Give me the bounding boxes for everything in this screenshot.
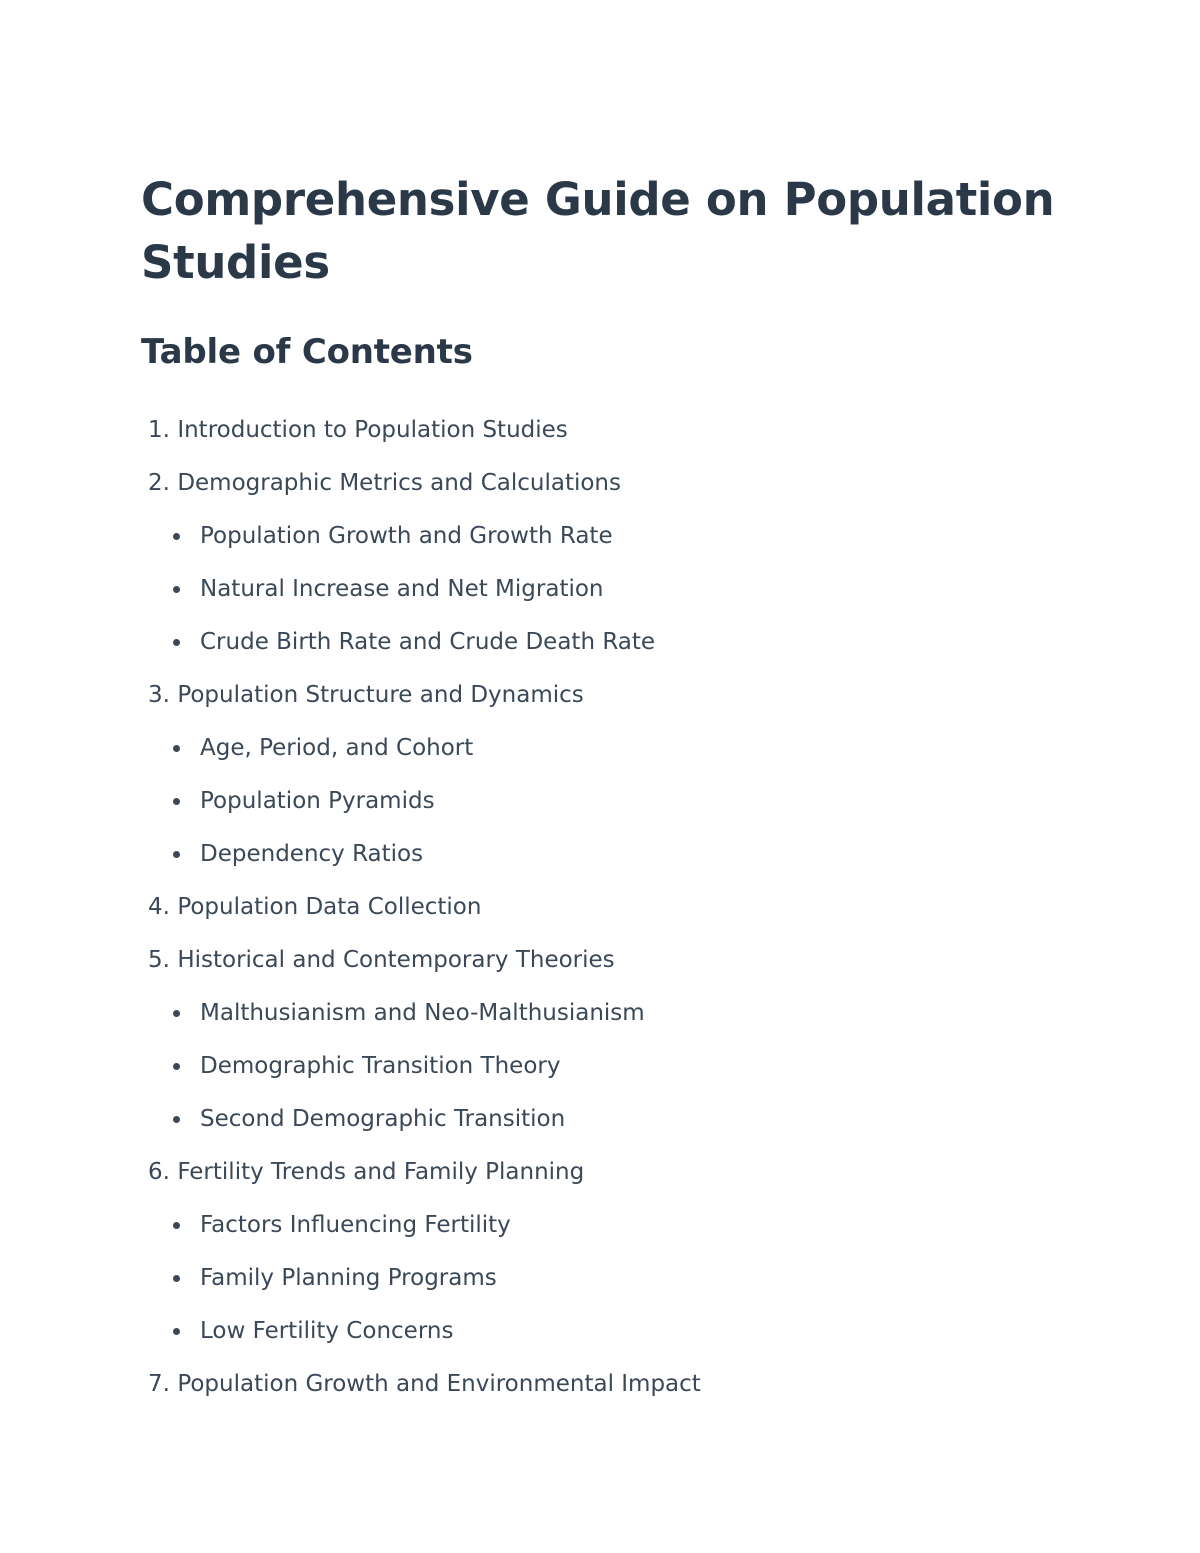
- bullet-icon: [173, 586, 180, 593]
- toc-subsection-group: [141, 510, 1091, 669]
- bullet-icon: [173, 1063, 180, 1070]
- toc-item[interactable]: [141, 934, 1091, 987]
- toc-item-label: Population Data Collection: [177, 894, 482, 920]
- toc-item[interactable]: [141, 669, 1091, 722]
- toc-subitem-label: Age, Period, and Cohort: [200, 735, 474, 761]
- toc-subitem[interactable]: [141, 1093, 1091, 1146]
- toc-subitem-label: Dependency Ratios: [200, 841, 424, 867]
- toc-sublist: [141, 1199, 1091, 1358]
- toc-item-number: 2.: [148, 470, 170, 496]
- toc-item-label: Historical and Contemporary Theories: [177, 947, 615, 973]
- document-page: [141, 168, 1091, 1411]
- toc-subsection-group: [141, 987, 1091, 1146]
- toc-item-label: Introduction to Population Studies: [177, 417, 568, 443]
- toc-subitem[interactable]: [141, 1305, 1091, 1358]
- toc-item[interactable]: [141, 881, 1091, 934]
- bullet-icon: [173, 1328, 180, 1335]
- toc-item-number: 4.: [148, 894, 170, 920]
- toc-subitem[interactable]: [141, 616, 1091, 669]
- bullet-icon: [173, 1010, 180, 1017]
- toc-subitem[interactable]: [141, 775, 1091, 828]
- toc-subitem[interactable]: [141, 563, 1091, 616]
- toc-sublist: [141, 987, 1091, 1146]
- bullet-icon: [173, 851, 180, 858]
- document-title: Comprehensive Guide on Population Studies: [141, 173, 1055, 289]
- bullet-icon: [173, 1222, 180, 1229]
- toc-subitem-label: Population Pyramids: [200, 788, 435, 814]
- toc-item-number: 6.: [148, 1159, 170, 1185]
- toc-subitem[interactable]: [141, 828, 1091, 881]
- toc-subitem-label: Population Growth and Growth Rate: [200, 523, 613, 549]
- toc-item-label: Population Structure and Dynamics: [177, 682, 584, 708]
- toc-sublist: [141, 722, 1091, 881]
- toc-heading: Table of Contents: [141, 332, 473, 372]
- toc-subitem-label: Factors Influencing Fertility: [200, 1212, 511, 1238]
- toc-subsection-group: [141, 722, 1091, 881]
- toc-item[interactable]: [141, 457, 1091, 510]
- toc-item-number: 1.: [148, 417, 170, 443]
- bullet-icon: [173, 798, 180, 805]
- toc-item-label: Demographic Metrics and Calculations: [177, 470, 621, 496]
- bullet-icon: [173, 745, 180, 752]
- toc-subitem[interactable]: [141, 1252, 1091, 1305]
- bullet-icon: [173, 639, 180, 646]
- table-of-contents: [141, 404, 1091, 1411]
- toc-item-label: Population Growth and Environmental Impact: [177, 1371, 701, 1397]
- toc-subsection-group: [141, 1199, 1091, 1358]
- toc-item[interactable]: [141, 404, 1091, 457]
- toc-subitem-label: Low Fertility Concerns: [200, 1318, 454, 1344]
- toc-subitem-label: Crude Birth Rate and Crude Death Rate: [200, 629, 656, 655]
- toc-subitem-label: Demographic Transition Theory: [200, 1053, 561, 1079]
- toc-subitem[interactable]: [141, 722, 1091, 775]
- toc-item-number: 7.: [148, 1371, 170, 1397]
- toc-subitem[interactable]: [141, 987, 1091, 1040]
- toc-subitem-label: Family Planning Programs: [200, 1265, 497, 1291]
- toc-item-number: 3.: [148, 682, 170, 708]
- toc-item-number: 5.: [148, 947, 170, 973]
- toc-subitem[interactable]: [141, 510, 1091, 563]
- bullet-icon: [173, 533, 180, 540]
- bullet-icon: [173, 1116, 180, 1123]
- toc-subitem[interactable]: [141, 1199, 1091, 1252]
- bullet-icon: [173, 1275, 180, 1282]
- toc-item-label: Fertility Trends and Family Planning: [177, 1159, 585, 1185]
- toc-subitem[interactable]: [141, 1040, 1091, 1093]
- toc-subitem-label: Second Demographic Transition: [200, 1106, 566, 1132]
- toc-item[interactable]: [141, 1358, 1091, 1411]
- toc-sublist: [141, 510, 1091, 669]
- toc-item[interactable]: [141, 1146, 1091, 1199]
- toc-subitem-label: Natural Increase and Net Migration: [200, 576, 604, 602]
- toc-subitem-label: Malthusianism and Neo-Malthusianism: [200, 1000, 645, 1026]
